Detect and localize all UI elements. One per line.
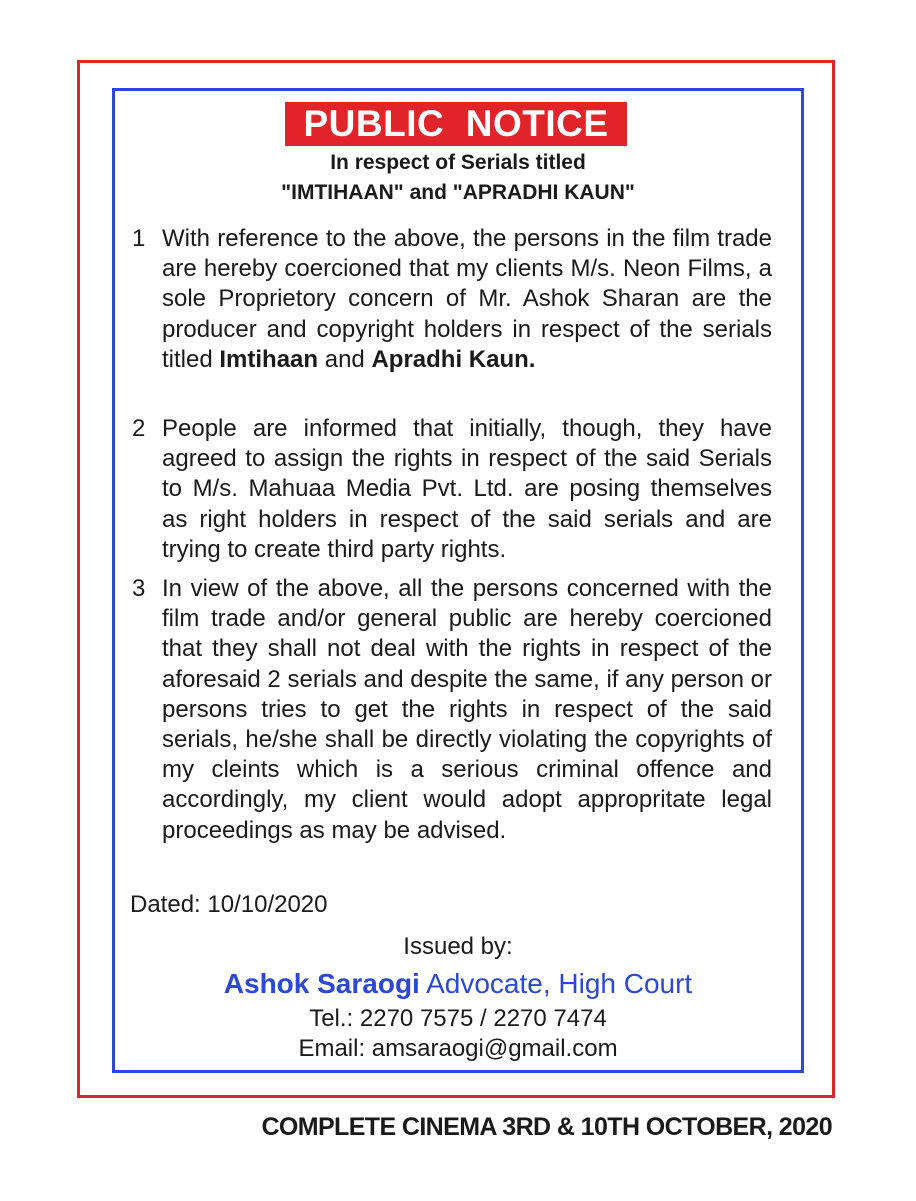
item-number: 2 xyxy=(132,415,146,442)
advocate-telephone: Tel.: 2270 7575 / 2270 7474 xyxy=(309,1005,607,1032)
notice-item-2 xyxy=(132,414,772,565)
advocate-name: Ashok Saraogi xyxy=(223,968,420,999)
serial-name-imtihaan: Imtihaan xyxy=(219,345,319,373)
serial-name-apradhi-kaun: Apradhi Kaun. xyxy=(371,345,536,373)
issued-by-label: Issued by: xyxy=(403,933,513,960)
advocate-line xyxy=(112,966,804,1002)
notice-subtitle-line2: "IMTIHAAN" and "APRADHI KAUN" xyxy=(281,181,635,204)
notice-subtitle-line1: In respect of Serials titled xyxy=(330,151,586,174)
advocate-email: Email: amsaraogi@gmail.com xyxy=(298,1035,618,1062)
item-text: With reference to the above, the persons in the film trade are hereby coercioned that my clients M/s. Neon Films, a sole Proprietory concern of Mr. Ashok Sharan are the producer and copyright holders in respect of the serials titled Imtihaan and Apradhi Kaun. xyxy=(162,225,772,373)
item-number: 3 xyxy=(132,575,146,602)
item-text: In view of the above, all the persons concerned with the film trade and/or general public are hereby coercioned that they shall not deal with the rights in respect of the aforesaid 2 serials and despite the same, if any person or persons tries to get the rights in respect of the said serials, he/she shall be directly violating the copyrights of my cleints which is a serious criminal offence and accordingly, my client would adopt appropritate legal proceedings as may be advised. xyxy=(162,575,772,844)
advocate-designation: Advocate, High Court xyxy=(419,968,693,999)
notice-item-3 xyxy=(132,574,772,846)
notice-item-1 xyxy=(132,224,772,375)
notice-date: Dated: 10/10/2020 xyxy=(130,891,328,918)
notice-title: PUBLIC NOTICE xyxy=(285,102,627,146)
item-number: 1 xyxy=(132,225,146,252)
item-text: People are informed that initially, though, they have agreed to assign the rights in respect of the said Serials to M/s. Mahuaa Media Pvt. Ltd. are posing themselves as right holders in respect of the said serials and are trying to create third party rights. xyxy=(162,415,772,563)
publication-footer: COMPLETE CINEMA 3RD & 10TH OCTOBER, 2020 xyxy=(261,1113,832,1141)
